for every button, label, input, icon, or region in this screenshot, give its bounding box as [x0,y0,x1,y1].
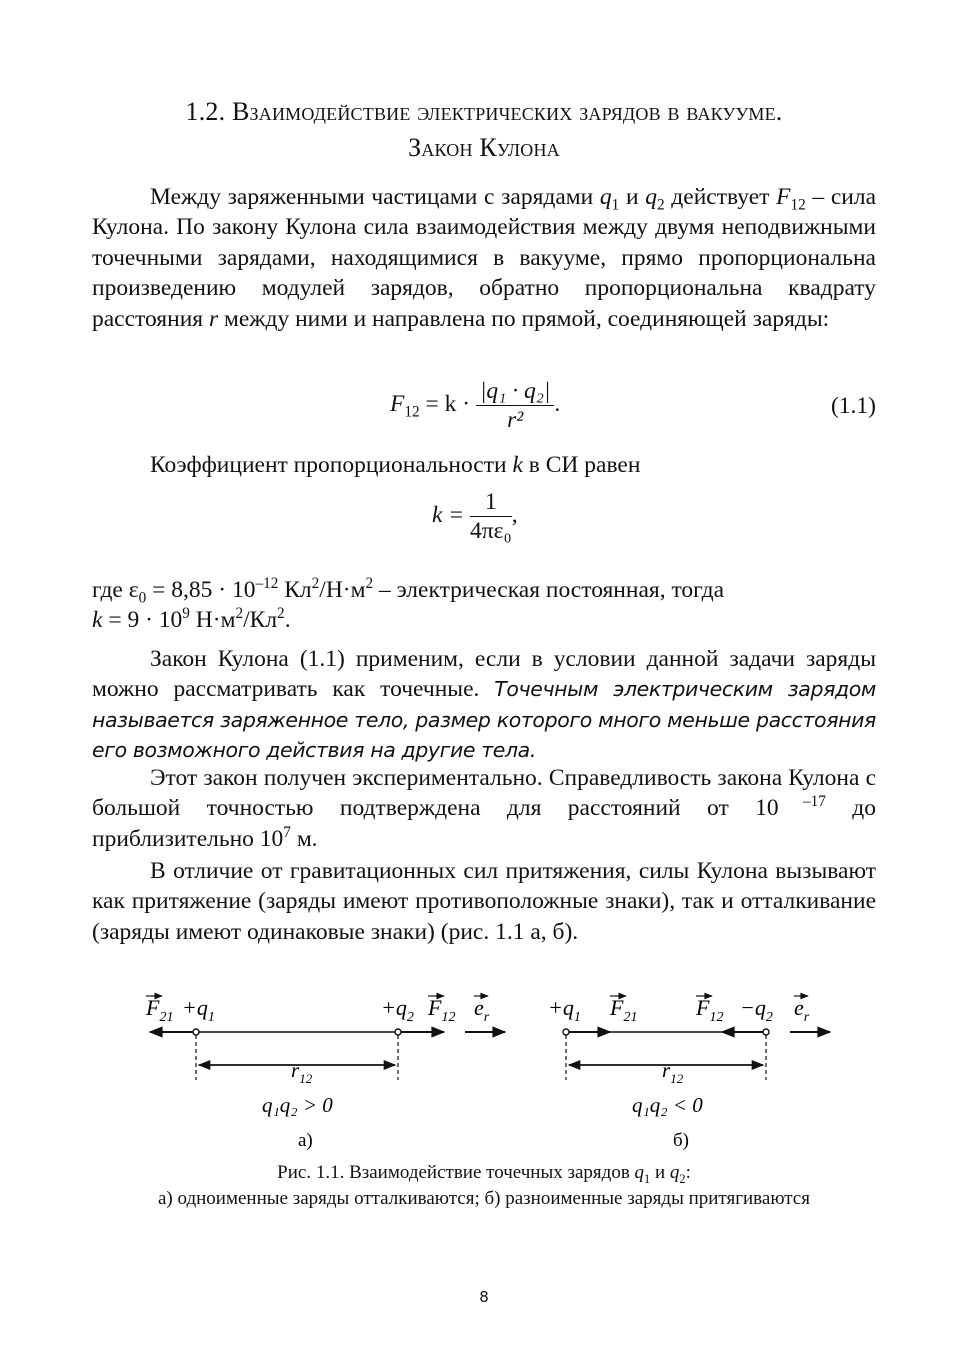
page-number: 8 [479,1288,489,1306]
text: /Н·м [319,577,366,603]
text: В отличие от гравитационных сил притяжения, силы Кулона вызывают как притяжение (заряды имеют противоположные знаки), так и отталкивание (заряды имеют одинаковые знаки) (рис. 1.1 а, б). [92,858,876,945]
label-f12: $F_{12}$ [696,995,724,1025]
numerator: 1 [470,488,512,517]
paragraph-point-charge [92,644,876,766]
charge-q2-point [763,1029,769,1035]
superscript: –17 [778,793,826,811]
label-f12: $F_{12}$ [428,995,456,1025]
numerator: |q₁ · q₂| [476,377,554,406]
charge-q1-point [193,1029,199,1035]
denominator: 4πε₀ [470,518,512,544]
eq-tail: , [511,501,518,528]
label-q2: $+q_2$ [381,995,414,1025]
diagram-b [548,995,830,1151]
symbol-epsilon: ε [128,577,139,603]
superscript: 7 [283,823,291,841]
subscript: 2 [679,1171,686,1186]
text: действует [664,184,777,210]
text: Кл [278,577,312,603]
text: до приблизительно 10 [92,795,876,852]
text: – электрическая постоянная, тогда [373,577,725,603]
heading-line-2: Закон Кулона [408,133,560,162]
subscript: 0 [138,589,147,607]
paragraph-experimental [92,763,876,854]
paragraph-epsilon [92,575,876,636]
subscript: 2 [656,196,665,214]
superscript: –12 [255,575,279,593]
text: /Кл [243,607,278,634]
superscript: 2 [235,605,244,623]
superscript: 2 [311,575,320,593]
fraction [476,377,554,434]
label-f21: $F_{21}$ [146,995,174,1025]
diagram-a [145,995,505,1151]
text: = 8,85 · 10 [146,577,256,603]
superscript: 2 [277,605,285,623]
equation-k [432,488,518,545]
condition-b: q₁q₂ < 0 [632,1093,703,1117]
label-a: а) [298,1130,313,1151]
symbol-q2: q [669,1162,680,1183]
symbol-q2: q [645,184,657,210]
figure-caption [92,1160,876,1212]
symbol-k: k [512,452,523,478]
condition-a: q₁q₂ > 0 [262,1093,333,1117]
text: . [284,607,291,634]
paragraph-attraction-repulsion [92,856,876,947]
eq-lhs: k = [432,501,465,528]
label-r12: $r_{12}$ [291,1058,313,1086]
text: Закон Кулона (1.1) применим, если в условии данной задачи заряды можно рассматривать как точечные. [92,646,876,703]
text: м. [290,825,318,852]
symbol-k: k [92,607,103,634]
equation-coulomb-law [390,377,560,434]
text: = 9 · 10 [102,607,183,634]
text: Коэффициент пропорциональности [150,452,513,478]
text: Рис. 1.1. Взаимодействие точечных зарядов [277,1162,635,1183]
label-r12: $r_{12}$ [662,1058,684,1086]
section-heading [92,94,876,166]
heading-line-1: 1.2. Взаимодействие электрических зарядов в вакууме. [185,97,783,126]
text: между ними и направлена по прямой, соединяющей заряды: [218,305,830,332]
text: в СИ равен [522,452,641,478]
fraction [470,488,512,545]
charge-q2-point [395,1029,401,1035]
symbol-q1: q [599,184,612,210]
subscript: 12 [404,403,420,421]
paragraph-coefficient [92,450,876,480]
eq-lhs: F [390,390,405,417]
figure-coulomb-interaction [0,985,968,1155]
symbol-f12: F [776,184,791,210]
text: и [619,184,646,210]
superscript: 2 [365,575,374,593]
caption-line-1 [92,1160,876,1186]
definition-point-charge: Точечным электрическим зарядом называется заряженное тело, размер которого много меньше расстояния его возможного действия на другие тела. [92,677,876,763]
figure-svg [0,985,968,1155]
text: Между заряженными частицами с зарядами [150,184,600,210]
label-q2: $-q_2$ [740,995,773,1025]
symbol-q1: q [634,1162,645,1183]
eq-k: = k · [419,390,471,417]
eq-tail: . [554,390,561,417]
text: где [92,577,129,603]
text: Н·м [189,607,236,634]
label-q1: $+q_1$ [182,995,215,1025]
label-q1: $+q_1$ [548,995,581,1025]
symbol-r: r [208,305,219,332]
subscript: 1 [644,1171,651,1186]
denominator: r² [507,407,524,433]
label-er: $e_r$ [474,995,490,1025]
charge-q1-point [563,1029,569,1035]
superscript: 9 [182,605,190,623]
label-b: б) [673,1130,689,1151]
text: : [685,1162,691,1183]
text: и [650,1162,670,1183]
subscript: 12 [790,196,806,214]
text: – сила Кулона. По закону Кулона сила взаимодействия между двумя неподвижными точечными зарядами, находящимися в вакууме, прямо пропорциональна произведению модулей зарядов, обратно пропорциональна квадрату расстояния [92,184,876,332]
equation-number: (1.1) [830,393,876,419]
paragraph-coulomb-intro [92,182,876,334]
label-er: $e_r$ [794,995,810,1025]
label-f21: $F_{21}$ [610,995,638,1025]
caption-line-2: а) одноименные заряды отталкиваются; б) разноименные заряды притягиваются [158,1188,810,1209]
subscript: 1 [611,196,620,214]
text: Этот закон получен экспериментально. Справедливость закона Кулона с большой точностью подтверждена для расстояний от 10 [92,765,876,822]
